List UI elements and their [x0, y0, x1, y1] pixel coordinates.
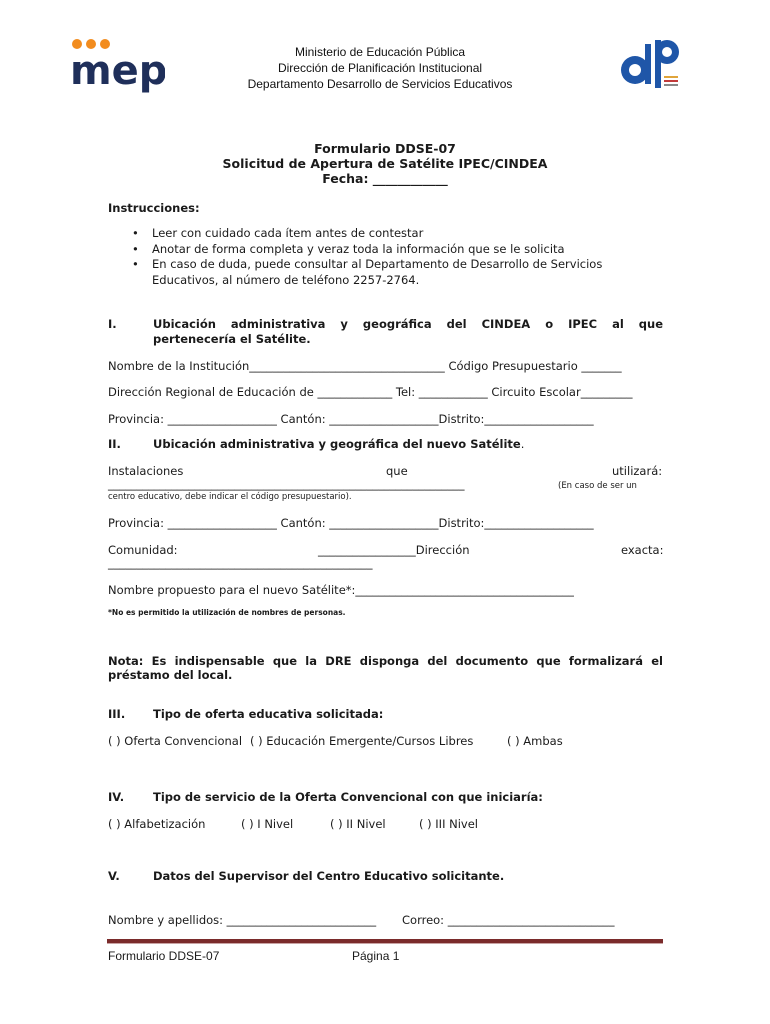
literacy-option[interactable]: ( ) Alfabetización: [108, 817, 206, 831]
instruction-item: • Leer con cuidado cada ítem antes de contestar: [132, 226, 424, 240]
instruction-item: • Anotar de forma completa y veraz toda la información que se le solicita: [132, 241, 565, 256]
header-ministry: Ministerio de Educación Pública: [294, 45, 466, 59]
exact-address-field[interactable]: ______________________________________________: [108, 556, 373, 570]
section-1-title-line2: pertenecería el Satélite.: [153, 332, 311, 346]
facilities-field[interactable]: ______________________________________________________________: [108, 477, 465, 491]
form-code: Formulario DDSE-07: [314, 141, 456, 156]
footer-form-code: Formulario DDSE-07: [108, 949, 220, 963]
facilities-label: Instalaciones: [108, 464, 184, 478]
section-5-title: Datos del Supervisor del Centro Educativo solicitante.: [153, 869, 505, 883]
community-field[interactable]: _________________Dirección: [318, 543, 470, 557]
mep-logo: [70, 34, 165, 94]
location-field[interactable]: Provincia: ___________________ Cantón: ___________________Distrito:___________________: [108, 412, 594, 426]
dp-logo: [618, 36, 684, 94]
form-date: Fecha: ____________: [322, 171, 448, 186]
level-2-option[interactable]: ( ) II Nivel: [330, 817, 386, 831]
section-2-title-wrap: [153, 437, 524, 451]
level-1-option[interactable]: ( ) I Nivel: [241, 817, 294, 831]
regional-direction-field[interactable]: Dirección Regional de Educación de _____________ Tel: ____________ Circuito Escolar_________: [108, 385, 633, 399]
bullet-icon: •: [132, 257, 139, 271]
header-direction: Dirección de Planificación Institucional: [277, 61, 483, 75]
bullet-icon: •: [132, 241, 139, 256]
section-3-number: III.: [108, 707, 126, 721]
section-1-number: I.: [108, 317, 117, 331]
instruction-item-continuation: Educativos, al número de teléfono 2257-2764.: [152, 272, 420, 287]
section-1-title-line1: Ubicación administrativa y geográfica del CINDEA o IPEC al que: [153, 317, 663, 331]
form-title: Solicitud de Apertura de Satélite IPEC/CINDEA: [222, 156, 548, 171]
proposed-name-field[interactable]: Nombre propuesto para el nuevo Satélite*:______________________________________: [108, 583, 574, 597]
institution-name-field[interactable]: Nombre de la Institución__________________________________ Código Presupuestario _______: [108, 359, 622, 373]
facilities-word-que: que: [386, 464, 408, 478]
community-label: Comunidad:: [108, 543, 178, 557]
instructions-heading: Instrucciones:: [108, 201, 200, 215]
offer-emergent-option[interactable]: ( ) Educación Emergente/Cursos Libres: [250, 734, 474, 748]
dp-logo-graphic: [618, 36, 684, 94]
mep-logo-graphic: [70, 34, 165, 94]
offer-both-option[interactable]: ( ) Ambas: [507, 734, 563, 748]
new-location-field[interactable]: Provincia: ___________________ Cantón: ___________________Distrito:___________________: [108, 516, 594, 530]
bullet-icon: •: [132, 226, 139, 240]
supervisor-name-field[interactable]: Nombre y apellidos: __________________________: [108, 913, 377, 927]
footer-divider: [107, 939, 663, 944]
instructions-list: [108, 226, 668, 288]
note-line1: Nota: Es indispensable que la DRE disponga del documento que formalizará el: [108, 654, 663, 668]
proposed-name-footnote: *No es permitido la utilización de nombres de personas.: [108, 608, 346, 617]
level-3-option[interactable]: ( ) III Nivel: [419, 817, 478, 831]
section-2-title-dot: .: [520, 437, 525, 451]
footer-page-number: Página 1: [352, 949, 400, 963]
section-3-title: Tipo de oferta educativa solicitada:: [153, 707, 384, 721]
section-4-number: IV.: [108, 790, 125, 804]
section-2-number: II.: [108, 437, 121, 451]
offer-conventional-option[interactable]: ( ) Oferta Convencional: [108, 734, 243, 748]
instruction-item: • En caso de duda, puede consultar al Departamento de Desarrollo de Servicios: [132, 257, 603, 271]
facilities-word-utilizara: utilizará:: [612, 464, 663, 478]
note-line2: préstamo del local.: [108, 668, 233, 682]
supervisor-email-field[interactable]: Correo: _____________________________: [402, 913, 615, 927]
facilities-note-a: (En caso de ser un: [558, 481, 637, 491]
section-5-number: V.: [108, 869, 120, 883]
facilities-note-b: centro educativo, debe indicar el código presupuestario).: [108, 492, 352, 502]
section-2-title: Ubicación administrativa y geográfica del nuevo Satélite: [153, 437, 521, 451]
section-4-title: Tipo de servicio de la Oferta Convencional con que iniciaría:: [153, 790, 543, 804]
mep-logo-text: mep: [70, 48, 165, 94]
exact-address-label: exacta:: [621, 543, 664, 557]
header-department: Departamento Desarrollo de Servicios Educativos: [247, 77, 513, 91]
